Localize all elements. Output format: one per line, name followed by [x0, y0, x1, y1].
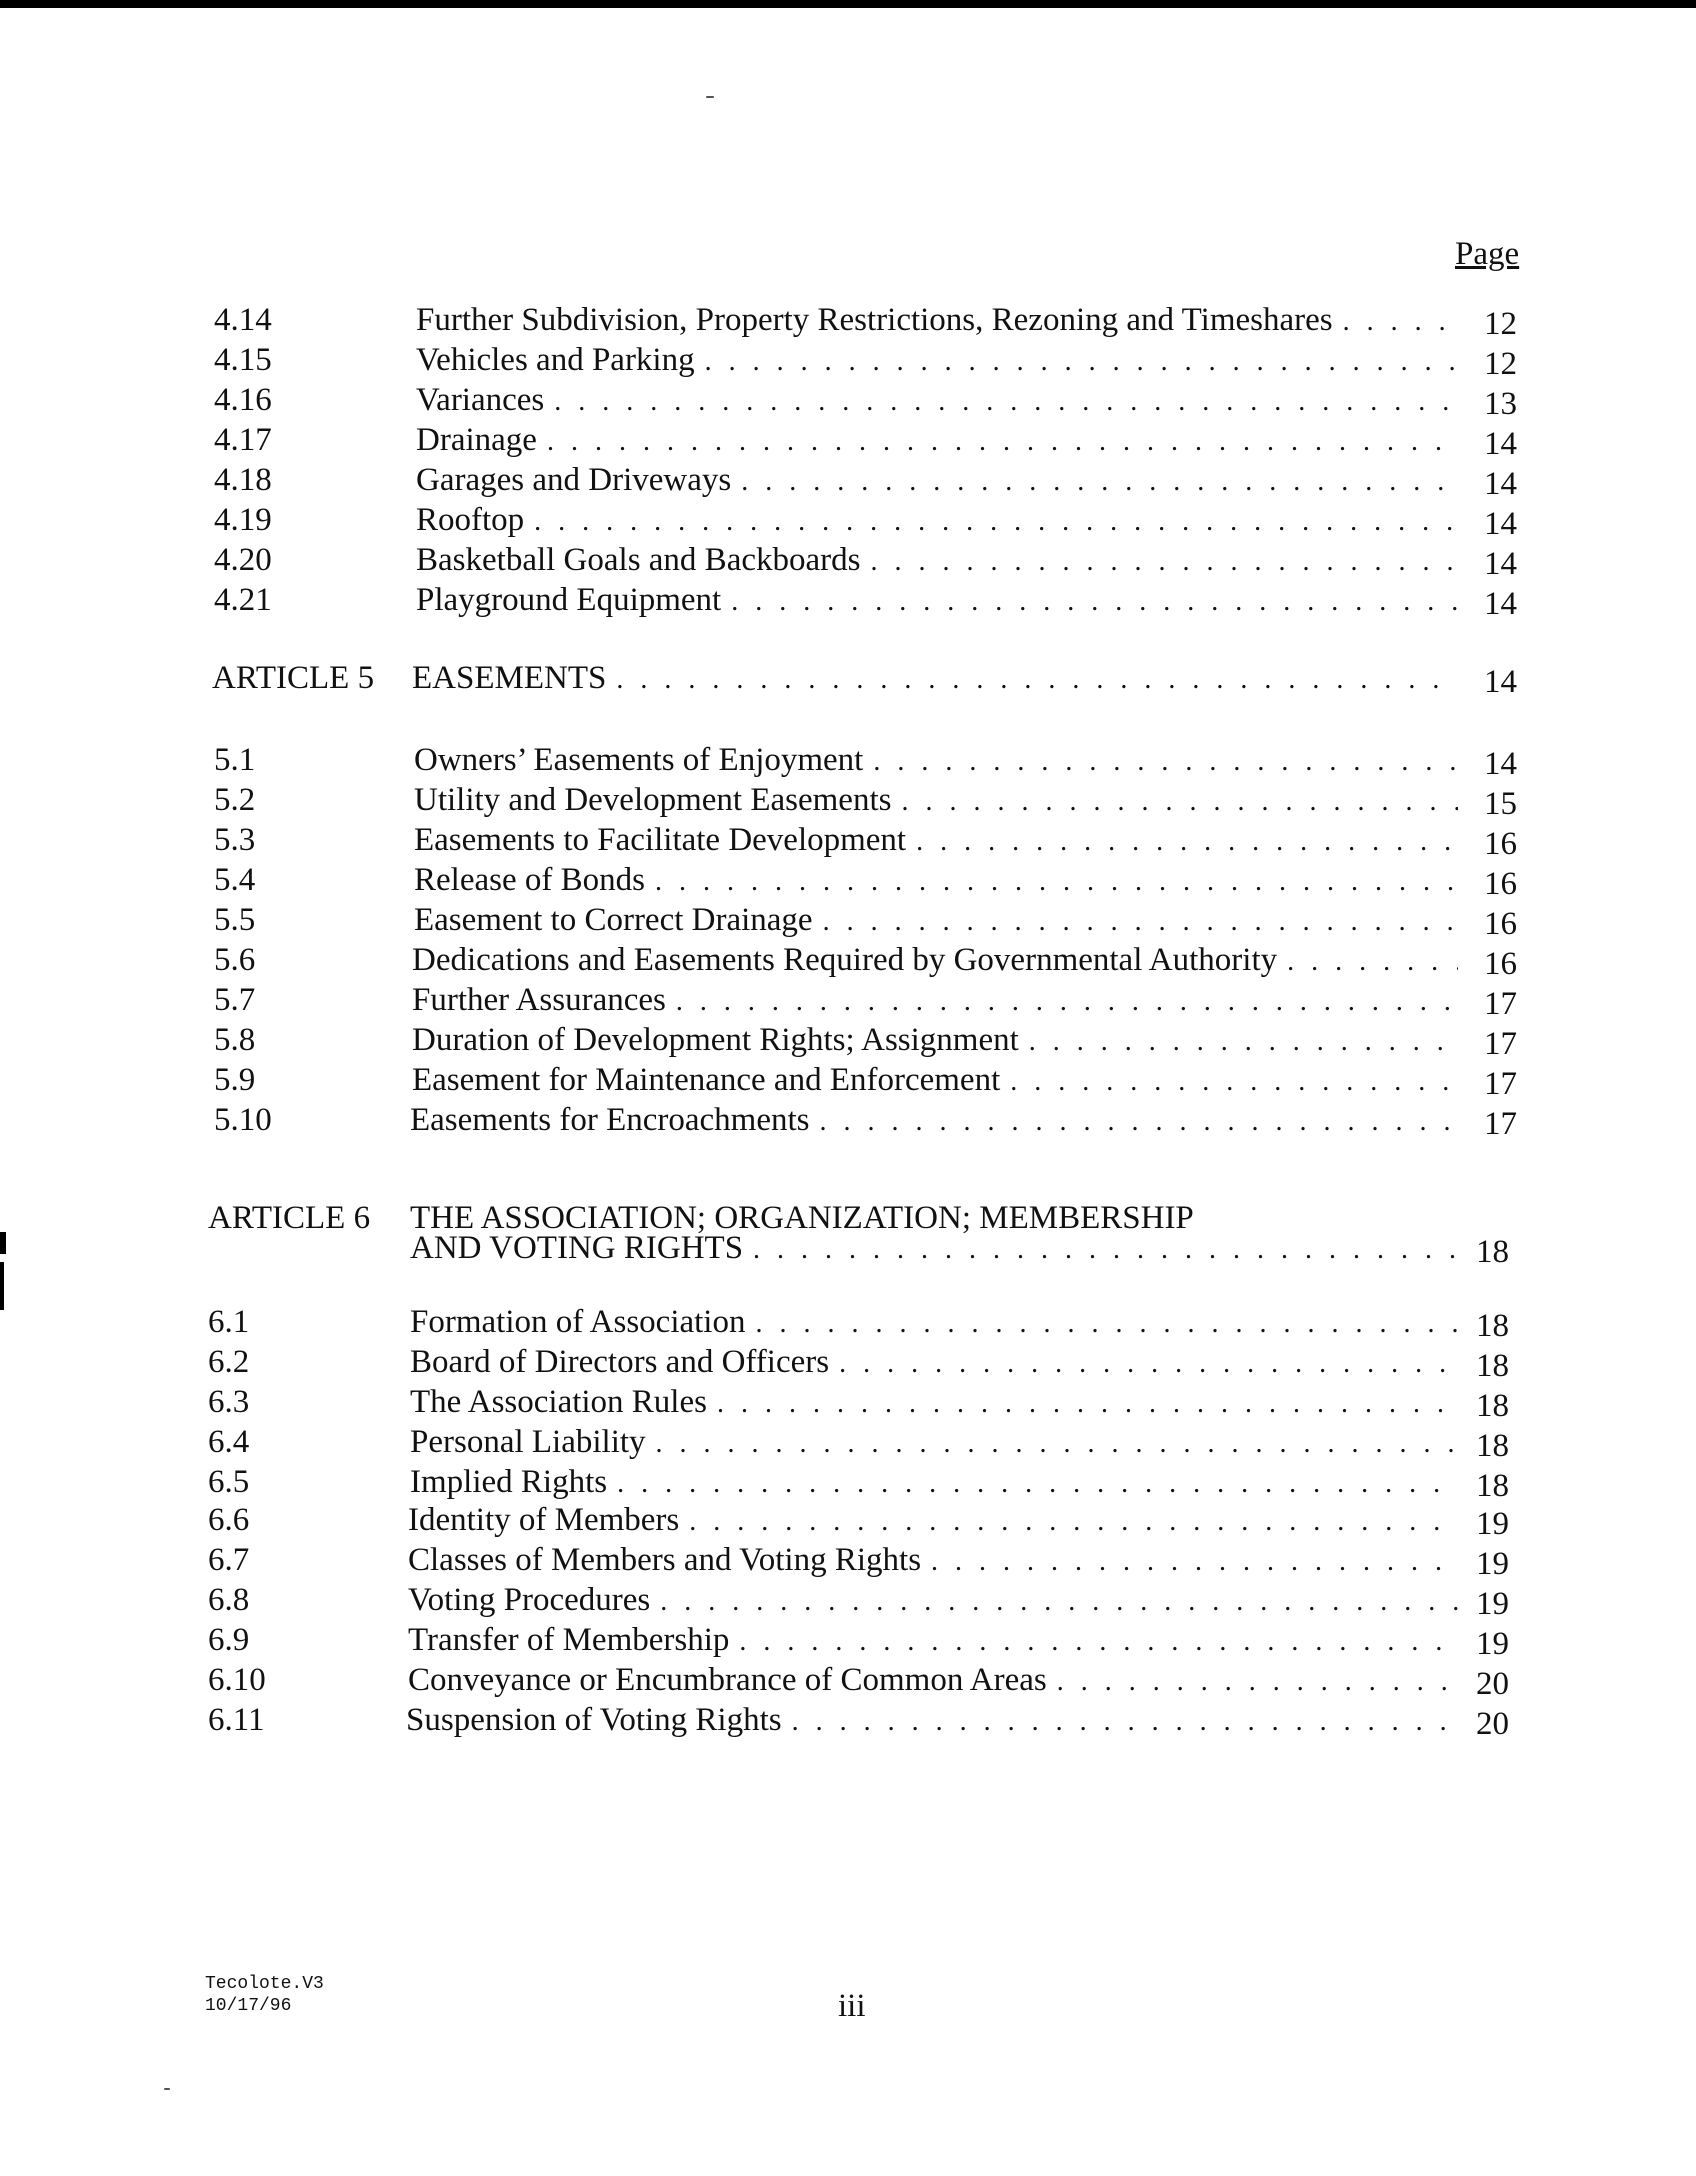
toc-page-number: 19 — [1476, 1546, 1509, 1582]
toc-entry-number: 6.11 — [208, 1702, 265, 1738]
toc-entry-number: 5.8 — [214, 1022, 256, 1058]
toc-section-row — [214, 780, 1530, 820]
dot-leader — [870, 542, 1458, 580]
dot-leader — [901, 782, 1458, 820]
toc-entry-number: 5.7 — [214, 982, 256, 1018]
toc-entry-title-cell — [416, 420, 1458, 460]
toc-page-number: 14 — [1484, 466, 1517, 502]
dot-leader — [1343, 302, 1458, 340]
toc-page-number: 17 — [1484, 986, 1517, 1022]
toc-entry-title: EASEMENTS — [412, 660, 607, 696]
toc-entry-number: 6.1 — [208, 1304, 250, 1340]
dot-leader — [755, 1304, 1458, 1342]
toc-entry-number: 6.3 — [208, 1384, 250, 1420]
toc-section-row — [208, 1302, 1530, 1342]
toc-page-number: 18 — [1476, 1234, 1509, 1270]
toc-entry-title-cell — [410, 1422, 1458, 1462]
toc-entry-number: 6.9 — [208, 1622, 250, 1658]
toc-entry-title: Variances — [416, 382, 545, 418]
toc-entry-number: 4.14 — [214, 302, 272, 338]
toc-section-row — [214, 580, 1530, 620]
toc-entry-title: Duration of Development Rights; Assignment — [412, 1022, 1019, 1058]
toc-entry-number: 6.7 — [208, 1542, 250, 1578]
toc-entry-title-cell — [412, 658, 1458, 698]
toc-entry-title-cell — [416, 340, 1458, 380]
toc-article-row — [212, 658, 1530, 698]
toc-section-row — [214, 860, 1530, 900]
toc-entry-title-cell — [412, 980, 1458, 1020]
toc-section-row — [208, 1620, 1530, 1660]
toc-section-row — [214, 340, 1530, 380]
toc-section-row — [214, 1100, 1530, 1140]
toc-entry-title: Easements to Facilitate Development — [414, 822, 907, 858]
toc-entry-title-cell — [416, 540, 1458, 580]
toc-section-row — [214, 380, 1530, 420]
toc-entry-title: Utility and Development Easements — [414, 782, 892, 818]
dot-leader — [705, 342, 1458, 380]
toc-section-row — [214, 420, 1530, 460]
toc-entry-number: 4.17 — [214, 422, 272, 458]
toc-entry-title: Board of Directors and Officers — [410, 1344, 830, 1380]
dot-leader — [1029, 1022, 1458, 1060]
scan-speck — [706, 96, 714, 98]
toc-entry-title-cell — [410, 1382, 1458, 1422]
toc-entry-title: Transfer of Membership — [408, 1622, 730, 1658]
dot-leader — [741, 462, 1458, 500]
toc-entry-number: 6.4 — [208, 1424, 250, 1460]
toc-section-row — [208, 1700, 1530, 1740]
toc-page-number: 12 — [1484, 306, 1517, 342]
toc-entry-number: 4.19 — [214, 502, 272, 538]
toc-entry-title: Implied Rights — [410, 1464, 608, 1500]
document-date: 10/17/96 — [205, 1996, 292, 2016]
toc-entry-number: 5.3 — [214, 822, 256, 858]
dot-leader — [656, 1424, 1458, 1462]
dot-leader — [616, 660, 1458, 698]
dot-leader — [916, 822, 1458, 860]
toc-entry-title-cell — [414, 780, 1458, 820]
toc-section-row — [208, 1500, 1530, 1540]
toc-entry-number: 6.2 — [208, 1344, 250, 1380]
toc-entry-title: The Association Rules — [410, 1384, 707, 1420]
toc-entry-title-cell — [412, 940, 1458, 980]
toc-entry-title: Easements for Encroachments — [410, 1102, 810, 1138]
toc-page-number: 14 — [1484, 546, 1517, 582]
toc-entry-title-cell — [414, 900, 1458, 940]
toc-page-number: 18 — [1476, 1468, 1509, 1504]
toc-page-number: 16 — [1484, 826, 1517, 862]
toc-entry-title-cell — [408, 1660, 1458, 1700]
toc-entry-title-cell — [416, 380, 1458, 420]
toc-entry-title: Easement to Correct Drainage — [414, 902, 813, 938]
toc-entry-number: 5.9 — [214, 1062, 256, 1098]
dot-leader — [739, 1622, 1458, 1660]
toc-entry-title: Suspension of Voting Rights — [406, 1702, 782, 1738]
toc-entry-title-cell — [416, 580, 1458, 620]
dot-leader — [655, 862, 1458, 900]
toc-entry-title: Rooftop — [416, 502, 525, 538]
toc-entry-title-cell — [408, 1500, 1458, 1540]
toc-page-number: 17 — [1484, 1026, 1517, 1062]
toc-entry-number: 5.1 — [214, 742, 256, 778]
toc-entry-title: Release of Bonds — [414, 862, 645, 898]
toc-entry-title-cell — [416, 300, 1458, 340]
toc-page-number: 12 — [1484, 346, 1517, 382]
toc-entry-title: Voting Procedures — [408, 1582, 651, 1618]
toc-section-row — [208, 1580, 1530, 1620]
dot-leader — [820, 1102, 1458, 1140]
dot-leader — [547, 422, 1458, 460]
toc-entry-title-cell — [412, 1060, 1458, 1100]
toc-section-row — [208, 1462, 1530, 1502]
dot-leader — [617, 1464, 1458, 1502]
dot-leader — [1287, 942, 1458, 980]
dot-leader — [823, 902, 1458, 940]
toc-entry-number: ARTICLE 6 — [208, 1200, 371, 1236]
toc-entry-title-cell — [414, 860, 1458, 900]
toc-page-number: 14 — [1484, 664, 1517, 700]
toc-entry-title: Owners’ Easements of Enjoyment — [414, 742, 864, 778]
toc-entry-title: Drainage — [416, 422, 537, 458]
toc-entry-title: Identity of Members — [408, 1502, 680, 1538]
toc-entry-title-cell — [410, 1462, 1458, 1502]
toc-entry-number: 5.6 — [214, 942, 256, 978]
toc-page-number: 18 — [1476, 1428, 1509, 1464]
dot-leader — [660, 1582, 1458, 1620]
toc-entry-title: Classes of Members and Voting Rights — [408, 1542, 922, 1578]
toc-entry-title-cell — [410, 1100, 1458, 1140]
document-identifier — [205, 1973, 324, 2017]
dot-leader — [731, 582, 1458, 620]
toc-entry-number: 5.5 — [214, 902, 256, 938]
toc-entry-title: Personal Liability — [410, 1424, 646, 1460]
toc-entry-title: Further Assurances — [412, 982, 666, 1018]
toc-page-number: 18 — [1476, 1348, 1509, 1384]
toc-entry-number: 6.6 — [208, 1502, 250, 1538]
toc-entry-title: Basketball Goals and Backboards — [416, 542, 861, 578]
toc-entry-number: 4.20 — [214, 542, 272, 578]
toc-page-number: 19 — [1476, 1586, 1509, 1622]
toc-section-row — [214, 1020, 1530, 1060]
toc-entry-title-cell — [416, 500, 1458, 540]
toc-entry-title: Easement for Maintenance and Enforcement — [412, 1062, 1001, 1098]
toc-entry-title-cell — [412, 1020, 1458, 1060]
toc-page-number: 15 — [1484, 786, 1517, 822]
scan-margin-mark — [0, 1262, 4, 1310]
toc-entry-number: 4.15 — [214, 342, 272, 378]
toc-section-row — [214, 500, 1530, 540]
dot-leader — [792, 1702, 1458, 1740]
toc-entry-number: 4.16 — [214, 382, 272, 418]
toc-entry-title-cell — [414, 740, 1458, 780]
toc-page-number: 17 — [1484, 1106, 1517, 1142]
toc-page-number: 16 — [1484, 946, 1517, 982]
dot-leader — [717, 1384, 1458, 1422]
toc-page-number: 17 — [1484, 1066, 1517, 1102]
toc-section-row — [214, 980, 1530, 1020]
toc-section-row — [214, 460, 1530, 500]
dot-leader — [689, 1502, 1458, 1540]
toc-entry-number: 5.2 — [214, 782, 256, 818]
toc-entry-title-cell — [410, 1228, 1458, 1268]
dot-leader — [534, 502, 1458, 540]
toc-section-row — [214, 1060, 1530, 1100]
toc-entry-title-cell — [410, 1342, 1458, 1382]
toc-page-number: 19 — [1476, 1626, 1509, 1662]
scan-margin-mark — [0, 1232, 6, 1254]
toc-entry-title: Formation of Association — [410, 1304, 746, 1340]
toc-entry-number: 6.10 — [208, 1662, 266, 1698]
toc-page-number: 16 — [1484, 906, 1517, 942]
toc-entry-title: Conveyance or Encumbrance of Common Areas — [408, 1662, 1047, 1698]
toc-section-row — [214, 740, 1530, 780]
toc-entry-title-cell — [408, 1620, 1458, 1660]
toc-section-row — [214, 940, 1530, 980]
toc-entry-number: 5.4 — [214, 862, 256, 898]
toc-entry-title: Garages and Driveways — [416, 462, 732, 498]
toc-entry-number: 4.18 — [214, 462, 272, 498]
toc-article-heading-line1: THE ASSOCIATION; ORGANIZATION; MEMBERSHIP — [410, 1200, 1194, 1236]
dot-leader — [931, 1542, 1458, 1580]
toc-page-number: 14 — [1484, 586, 1517, 622]
dot-leader — [554, 382, 1458, 420]
toc-section-row — [208, 1540, 1530, 1580]
toc-entry-title: Further Subdivision, Property Restrictions, Rezoning and Timeshares — [416, 302, 1333, 338]
toc-section-row — [208, 1660, 1530, 1700]
toc-entry-number: 6.8 — [208, 1582, 250, 1618]
toc-section-row — [208, 1342, 1530, 1382]
toc-entry-number: 4.21 — [214, 582, 272, 618]
toc-entry-title: Vehicles and Parking — [416, 342, 695, 378]
dot-leader — [676, 982, 1458, 1020]
toc-page-number: 16 — [1484, 866, 1517, 902]
scan-speck — [164, 2088, 170, 2090]
dot-leader — [1057, 1662, 1458, 1700]
toc-entry-number: ARTICLE 5 — [212, 660, 375, 696]
toc-page-number: 20 — [1476, 1666, 1509, 1702]
toc-entry-title-cell — [408, 1540, 1458, 1580]
toc-page-number: 19 — [1476, 1506, 1509, 1542]
toc-entry-title: Dedications and Easements Required by Governmental Authority — [412, 942, 1278, 978]
page-column-header: Page — [1455, 236, 1520, 272]
toc-page-number: 14 — [1484, 426, 1517, 462]
toc-entry-title: AND VOTING RIGHTS — [410, 1230, 744, 1266]
toc-page-number: 20 — [1476, 1706, 1509, 1742]
toc-entry-title-cell — [406, 1700, 1458, 1740]
dot-leader — [1010, 1062, 1458, 1100]
toc-page-number: 13 — [1484, 386, 1517, 422]
toc-entry-title-cell — [414, 820, 1458, 860]
toc-page-number: 18 — [1476, 1308, 1509, 1344]
dot-leader — [873, 742, 1458, 780]
toc-page-number: 14 — [1484, 506, 1517, 542]
toc-section-row — [214, 300, 1530, 340]
toc-entry-number: 5.10 — [214, 1102, 272, 1138]
toc-entry-title-cell — [410, 1302, 1458, 1342]
toc-section-row — [214, 820, 1530, 860]
page-number: iii — [838, 1988, 866, 2024]
toc-page-number: 18 — [1476, 1388, 1509, 1424]
toc-section-row — [214, 540, 1530, 580]
toc-section-row — [214, 900, 1530, 940]
toc-entry-title: Playground Equipment — [416, 582, 722, 618]
toc-entry-title-cell — [408, 1580, 1458, 1620]
toc-entry-number: 6.5 — [208, 1464, 250, 1500]
document-id: Tecolote.V3 — [205, 1974, 324, 1994]
toc-page-number: 14 — [1484, 746, 1517, 782]
toc-section-row — [208, 1382, 1530, 1422]
toc-section-row — [208, 1422, 1530, 1462]
dot-leader — [839, 1344, 1458, 1382]
toc-entry-title-cell — [416, 460, 1458, 500]
dot-leader — [753, 1230, 1458, 1268]
